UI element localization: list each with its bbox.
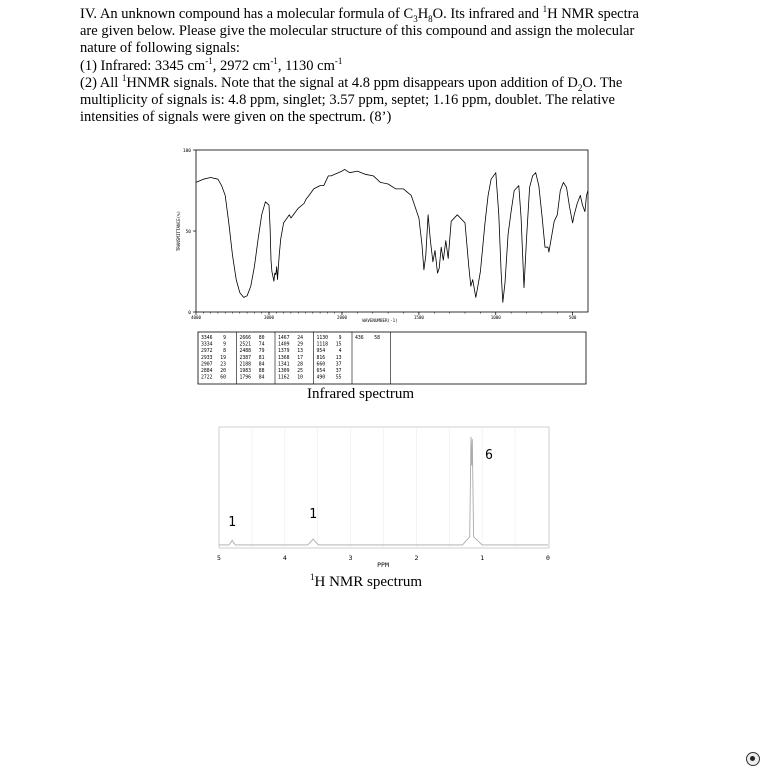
ir-peak-wavenumber: 660 — [316, 362, 326, 368]
d2o-subscript: 2 — [577, 82, 583, 93]
nmr-x-axis-label: PPM — [377, 561, 389, 569]
ir-peak-wavenumber: 3346 — [201, 336, 213, 341]
ir-peak-wavenumber: 2666 — [239, 336, 252, 341]
ir-peak-wavenumber: 954 — [316, 349, 326, 355]
question-line-3: nature of following signals: — [80, 40, 240, 57]
formula-h: H — [417, 6, 429, 22]
ir-peak-wavenumber: 1130 — [316, 336, 329, 341]
ir-peak-wavenumber: 2907 — [201, 362, 213, 368]
record-button[interactable] — [746, 752, 760, 766]
ir-peak-wavenumber: 1409 — [278, 342, 290, 348]
nmr-plot-frame — [219, 427, 549, 548]
ir-peak-wavenumber: 2884 — [201, 369, 213, 374]
superscript-neg1-a: -1 — [205, 55, 213, 66]
ir-peak-wavenumber: 1796 — [239, 375, 252, 381]
nmr-integral-label: 6 — [485, 448, 493, 463]
ir-peak-intensity: 79 — [258, 349, 265, 355]
ir-peak-wavenumber: 1309 — [278, 369, 290, 374]
ir-peak-wavenumber: 1467 — [278, 336, 290, 341]
hnmr-text-2: HNMR signals. Note that the signal at 4.8 ppm disappears upon addition of D — [126, 74, 578, 91]
ir-x-tick-label: 3000 — [263, 315, 275, 320]
superscript-1: 1 — [542, 4, 548, 15]
ir-peak-intensity: 37 — [335, 369, 342, 374]
question-line-2: are given below. Please give the molecular structure of this compound and assign the molecular — [80, 23, 635, 40]
ir-y-tick-label: 0 — [188, 311, 191, 316]
ir-peak-intensity: 37 — [335, 362, 342, 368]
superscript-1-b: 1 — [121, 72, 127, 83]
nmr-x-tick-label: 5 — [217, 554, 221, 562]
superscript-neg1-c: -1 — [334, 55, 343, 66]
ir-x-tick-label: 2000 — [336, 315, 348, 320]
formula-subscript-h: 8 — [428, 13, 433, 24]
ir-peak-intensity: 20 — [220, 369, 226, 374]
ir-x-tick-label: 1500 — [413, 315, 424, 320]
nmr-x-tick-label: 3 — [348, 554, 353, 562]
ir-peak-wavenumber: 2933 — [201, 355, 213, 361]
superscript-neg1-b: -1 — [270, 55, 278, 66]
formula-subscript-c: 3 — [413, 13, 418, 24]
ir-peak-intensity: 28 — [297, 362, 303, 368]
ir-peak-intensity: 19 — [220, 355, 226, 361]
ir-x-axis-label: WAVENUMBER(-1) — [362, 318, 398, 323]
nmr-integral-label: 1 — [228, 515, 236, 530]
ir-peak-intensity: 13 — [335, 355, 342, 361]
ir-peak-intensity: 24 — [297, 336, 303, 341]
ir-peak-wavenumber: 654 — [316, 369, 326, 374]
hnmr-text-3: O. The — [582, 74, 623, 91]
ir-peak-intensity: 4 — [338, 349, 342, 355]
ir-peak-wavenumber: 1368 — [278, 355, 290, 361]
ir-peak-intensity: 10 — [297, 375, 303, 381]
ir-x-tick-label: 500 — [568, 315, 577, 320]
ir-peak-wavenumber: 3334 — [201, 342, 213, 348]
ir-peak-wavenumber: 2188 — [239, 362, 252, 368]
ir-peak-wavenumber: 1983 — [239, 369, 252, 374]
infrared-text-1: (1) Infrared: 3345 cm — [80, 57, 206, 74]
ir-peak-wavenumber: 2722 — [201, 375, 213, 381]
ir-peak-intensity: 80 — [258, 336, 265, 341]
ir-peak-intensity: 9 — [223, 336, 226, 341]
question-line-7: intensities of signals were given on the spectrum. (8’) — [80, 109, 392, 126]
question-line-6: multiplicity of signals is: 4.8 ppm, singlet; 3.57 ppm, septet; 1.16 ppm, doublet. The relative — [80, 92, 615, 109]
ir-peak-intensity: 58 — [374, 336, 380, 341]
ir-peak-intensity: 8 — [223, 349, 226, 355]
ir-peak-wavenumber: 816 — [316, 355, 326, 361]
ir-peak-wavenumber: 490 — [316, 375, 326, 381]
infrared-text-3: , 1130 cm — [277, 57, 335, 74]
nmr-x-tick-label: 4 — [282, 554, 287, 562]
question-text-2: O. Its infrared and — [432, 6, 543, 22]
question-text-3: H NMR spectra — [547, 6, 639, 22]
ir-peak-intensity: 88 — [258, 369, 265, 374]
ir-peak-wavenumber: 2488 — [239, 349, 252, 355]
ir-y-tick-label: 100 — [182, 149, 191, 154]
ir-peak-intensity: 9 — [338, 336, 342, 341]
ir-peak-intensity: 60 — [220, 375, 226, 381]
ir-caption: Infrared spectrum — [307, 386, 415, 402]
ir-peak-wavenumber: 2387 — [239, 355, 252, 361]
nmr-caption-text: H NMR spectrum — [314, 574, 422, 590]
ir-peak-wavenumber: 2521 — [239, 342, 252, 348]
ir-peak-wavenumber: 1341 — [278, 362, 290, 368]
question-text-1: IV. An unknown compound has a molecular formula of C — [80, 6, 414, 22]
ir-peak-intensity: 84 — [258, 375, 265, 381]
nmr-x-tick-label: 1 — [480, 554, 485, 562]
ir-peak-intensity: 17 — [297, 355, 303, 361]
nmr-caption — [310, 574, 422, 591]
ir-peak-wavenumber: 2972 — [201, 349, 213, 355]
hnmr-text-1: (2) All — [80, 74, 122, 91]
nmr-x-tick-label: 2 — [414, 554, 419, 562]
ir-peak-intensity: 9 — [223, 342, 226, 348]
ir-peak-intensity: 15 — [335, 342, 342, 348]
ir-peak-wavenumber: 1379 — [278, 349, 290, 355]
ir-peak-intensity: 81 — [258, 355, 265, 361]
nmr-caption-superscript: 1 — [310, 572, 315, 582]
ir-peak-intensity: 84 — [258, 362, 265, 368]
nmr-x-tick-label: 0 — [546, 554, 550, 562]
nmr-integral-label: 1 — [309, 507, 317, 522]
ir-peak-intensity: 25 — [297, 369, 303, 374]
ir-peak-intensity: 23 — [220, 362, 226, 368]
ir-y-axis-label: TRANSMITTANCE(%) — [176, 210, 181, 252]
ir-peak-wavenumber: 1118 — [316, 342, 329, 348]
ir-peak-wavenumber: 436 — [355, 336, 364, 341]
ir-peak-intensity: 13 — [297, 349, 303, 355]
ir-peak-intensity: 55 — [335, 375, 342, 381]
ir-peak-intensity: 74 — [258, 342, 265, 348]
ir-peak-wavenumber: 1162 — [278, 375, 290, 381]
ir-y-tick-label: 50 — [185, 230, 191, 235]
record-dot-icon — [750, 756, 755, 761]
ir-x-tick-label: 1000 — [490, 315, 501, 320]
ir-x-tick-label: 4000 — [190, 315, 202, 320]
ir-peak-intensity: 29 — [297, 342, 303, 348]
infrared-text-2: , 2972 cm — [212, 57, 271, 74]
